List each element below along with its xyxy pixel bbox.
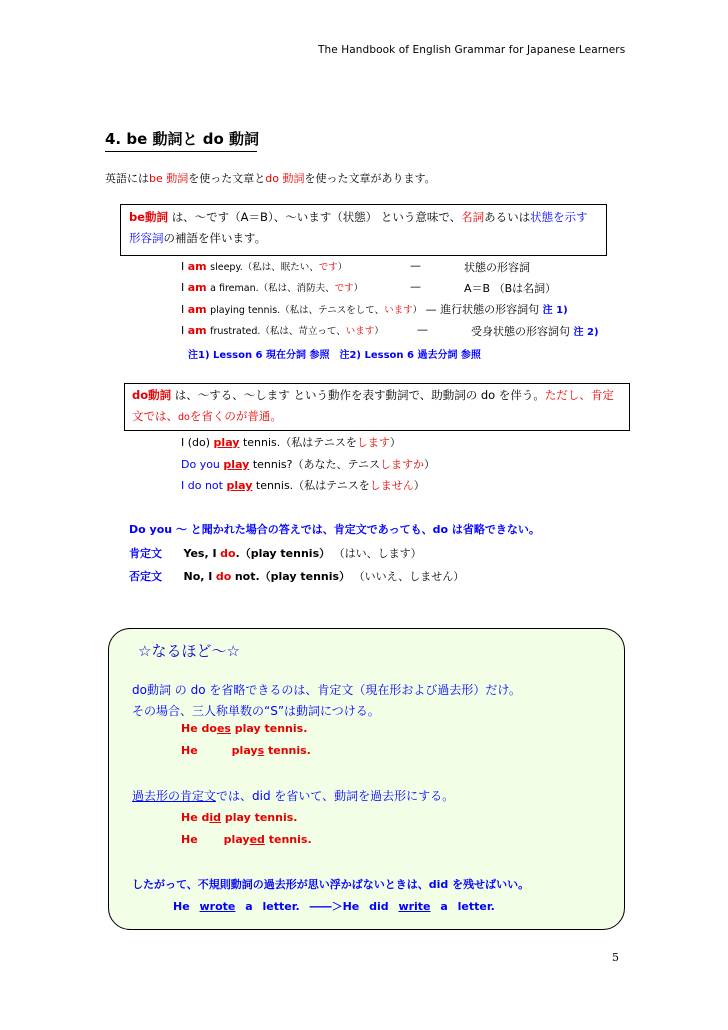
- intro-text: 英語にはbe 動詞を使った文章とdo 動詞を使った文章があります。: [105, 172, 436, 185]
- be-example-3: I am playing tennis.（私は、テニスをして、います） — 進行状態の形容詞句 注 1): [181, 303, 568, 316]
- tip-paragraph-1: do動詞 の do を省略できるのは、肯定文（現在形および過去形）だけ。 その場合、三人称単数の“S”は動詞につける。: [132, 683, 521, 718]
- tip-paragraph-3: したがって、不規則動詞の過去形が思い浮かばないときは、did を残せばいい。: [132, 878, 530, 891]
- affirmative-answer: 肯定文 Yes, I do.（play tennis） （はい、します）: [129, 547, 422, 560]
- be-example-4: I am frustrated.（私は、苛立って、います）: [181, 324, 384, 337]
- do-verb-definition-box: do動詞 は、～する、～します という動作を表す動詞で、助動詞の do を伴う。ただし、肯定 文では、doを省くのが普通。: [124, 383, 630, 431]
- be-example-2: I am a fireman.（私は、消防夫、です）: [181, 281, 364, 294]
- tip-example-1b: He plays tennis.: [181, 744, 311, 757]
- dash: —: [410, 280, 421, 293]
- lesson-reference-notes: 注1) Lesson 6 現在分詞 参照 注2) Lesson 6 過去分詞 参照: [188, 350, 481, 361]
- be-verb-definition-box: be動詞 は、～です（A＝B）、～います（状態） という意味で、名詞あるいは状態を示す 形容詞の補語を伴います。: [120, 204, 607, 256]
- do-example-2: Do you play tennis?（あなた、テニスしますか）: [181, 458, 436, 471]
- be-example-1: I am sleepy.（私は、眠たい、です）: [181, 260, 348, 273]
- tip-paragraph-2: 過去形の肯定文では、did を省いて、動詞を過去形にする。: [132, 789, 455, 803]
- tip-heading: ☆なるほど～☆: [138, 642, 240, 660]
- tip-example-2b: He played tennis.: [181, 833, 312, 846]
- negative-answer: 否定文 No, I do not.（play tennis） （いいえ、しません）: [129, 570, 465, 583]
- page-header: The Handbook of English Grammar for Japanese Learners: [318, 44, 626, 56]
- page-number: 5: [612, 951, 619, 964]
- be-verb-label: be動詞: [129, 210, 169, 224]
- do-example-1: I (do) play tennis.（私はテニスをします）: [181, 436, 401, 449]
- tip-example-2a: He did play tennis.: [181, 811, 298, 824]
- example-description: 受身状態の形容詞句 注 2): [471, 325, 599, 338]
- tip-example-3: He wrote a letter. ――＞He did write a letter.: [173, 900, 495, 913]
- do-you-question-rule: Do you ～ と聞かれた場合の答えでは、肯定文であっても、do は省略できない。: [129, 523, 540, 536]
- example-description: 状態の形容詞: [464, 261, 530, 274]
- section-title: 4. be 動詞と do 動詞: [105, 128, 257, 152]
- dash: —: [410, 259, 421, 272]
- tip-example-1a: He does play tennis.: [181, 722, 308, 735]
- do-verb-label: do動詞: [132, 388, 172, 402]
- example-description: A＝B （Bは名詞）: [464, 282, 557, 295]
- dash: —: [417, 323, 428, 336]
- do-example-3: I do not play tennis.（私はテニスをしません）: [181, 479, 425, 492]
